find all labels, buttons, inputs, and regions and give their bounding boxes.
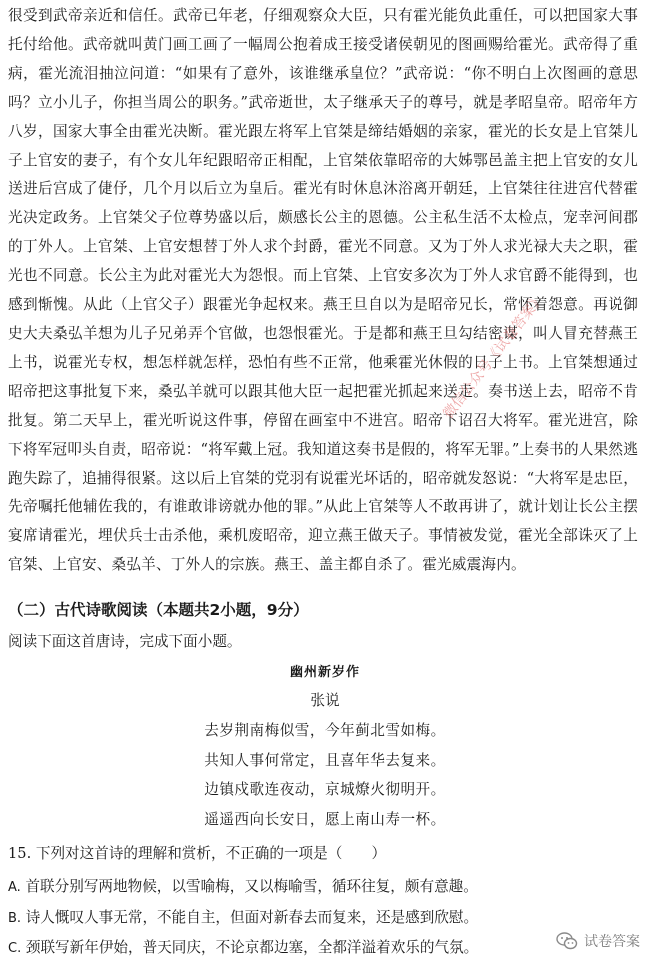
option-letter: B. bbox=[8, 910, 22, 926]
answer-options bbox=[8, 872, 478, 964]
poem-line-3: 边镇戍歌连夜动，京城燎火彻明开。 bbox=[204, 781, 446, 798]
option-letter: A. bbox=[8, 880, 21, 895]
option-c[interactable] bbox=[8, 933, 478, 964]
option-text: 颈联写新年伊始，普天同庆，不论京都边塞，全都洋溢着欢乐的气氛。 bbox=[25, 939, 479, 956]
question-stem: 下列对这首诗的理解和赏析，不正确的一项是（ ） bbox=[35, 845, 387, 862]
question-15 bbox=[8, 842, 386, 866]
poem bbox=[0, 662, 650, 834]
poem-title: 幽州新岁作 bbox=[289, 665, 360, 680]
section-heading: （二）古代诗歌阅读（本题共2小题，9分） bbox=[8, 601, 309, 619]
option-text: 诗人慨叹人事无常，不能自主，但面对新春去而复来，还是感到欣慰。 bbox=[25, 908, 479, 926]
option-b[interactable] bbox=[8, 903, 478, 934]
poem-line-4: 遥遥西向长安日，愿上南山寿一杯。 bbox=[204, 810, 446, 828]
section-instruction: 阅读下面这首唐诗，完成下面小题。 bbox=[8, 633, 242, 650]
option-letter: C. bbox=[8, 941, 22, 956]
option-a[interactable] bbox=[8, 872, 478, 903]
brand-text: 试卷答案 bbox=[584, 934, 640, 950]
poem-line-2: 共知人事何常定，且喜年华去复来。 bbox=[204, 751, 446, 769]
wechat-icon bbox=[556, 932, 578, 950]
watermark: 微信公众号《试卷答案》 bbox=[440, 290, 548, 422]
wechat-brand-mark bbox=[556, 931, 640, 951]
question-number: 15. bbox=[8, 845, 32, 862]
poem-author: 张说 bbox=[310, 692, 340, 709]
poem-line-1: 去岁荆南梅似雪，今年蓟北雪如梅。 bbox=[204, 722, 446, 739]
option-text: 首联分别写两地物候，以雪喻梅，又以梅喻雪，循环往复，颇有意趣。 bbox=[25, 878, 478, 895]
passage-paragraph: 很受到武帝亲近和信任。武帝已年老，仔细观察众大臣，只有霍光能负此重任，可以把国家大事托付给他。武帝就叫黄门画工画了一幅周公抱着成王接受诸侯朝见的图画赐给霍光。武帝得了重病，霍光流泪抽泣问道：“如果有了意外，该谁继承皇位？”武帝说：“你不明白上次图画的意思吗？立小儿子，你担当周公的职务。”武帝逝世，太子继承天子的尊号，就是孝昭皇帝。昭帝年方八岁，国家大事全由霍光决断。霍光跟左将军上官桀是缔结婚姻的亲家，霍光的长女是上官桀儿子上官安的妻子，有个女儿年纪跟昭帝正相配，上官桀依靠昭帝的大姊鄂邑盖主把上官安的女儿送进后宫成了倢伃，几个月以后立为皇后。霍光有时休息沐浴离开朝廷，上官桀往往进宫代替霍光决定政务。上官桀父子位尊势盛以后，颇感长公主的恩德。公主私生活不太检点，宠幸河间郡的丁外人。上官桀、上官安想替丁外人求个封爵，霍光不同意。又为丁外人求光禄大夫之职，霍光也不同意。长公主为此对霍光大为怨恨。而上官桀、上官安多次为丁外人求官爵不能得到，也感到惭愧。从此（上官父子）跟霍光争起权来。燕王旦自以为是昭帝兄长，常怀着怨意。再说御史大夫桑弘羊想为儿子兄弟弄个官做，也怨恨霍光。于是都和燕王旦勾结密谋，叫人冒充替燕王上书，说霍光专权，想怎样就怎样，恐怕有些不正常，他乘霍光休假的日子上书。上官桀想通过昭帝把这事批复下来，桑弘羊就可以跟其他大臣一起把霍光抓起来送走。奏书送上去，昭帝不肯批复。第二天早上，霍光听说这件事，停留在画室中不进宫。昭帝下诏召大将军。霍光进宫，除下将军冠叩头自责，昭帝说：“将军戴上冠。我知道这奏书是假的，将军无罪。”上奏书的人果然逃跑失踪了，追捕得很紧。这以后上官桀的党羽有说霍光坏话的，昭帝就发怒说：“大将军是忠臣，先帝嘱托他辅佐我的，有谁敢诽谤就办他的罪。”从此上官桀等人不敢再讲了，就计划让长公主摆宴席请霍光，埋伏兵士击杀他，乘机废昭帝，迎立燕王做天子。事情被发觉，霍光全部诛灭了上官桀、上官安、桑弘羊、丁外人的宗族。燕王、盖主都自杀了。霍光威震海内。 bbox=[8, 7, 638, 574]
